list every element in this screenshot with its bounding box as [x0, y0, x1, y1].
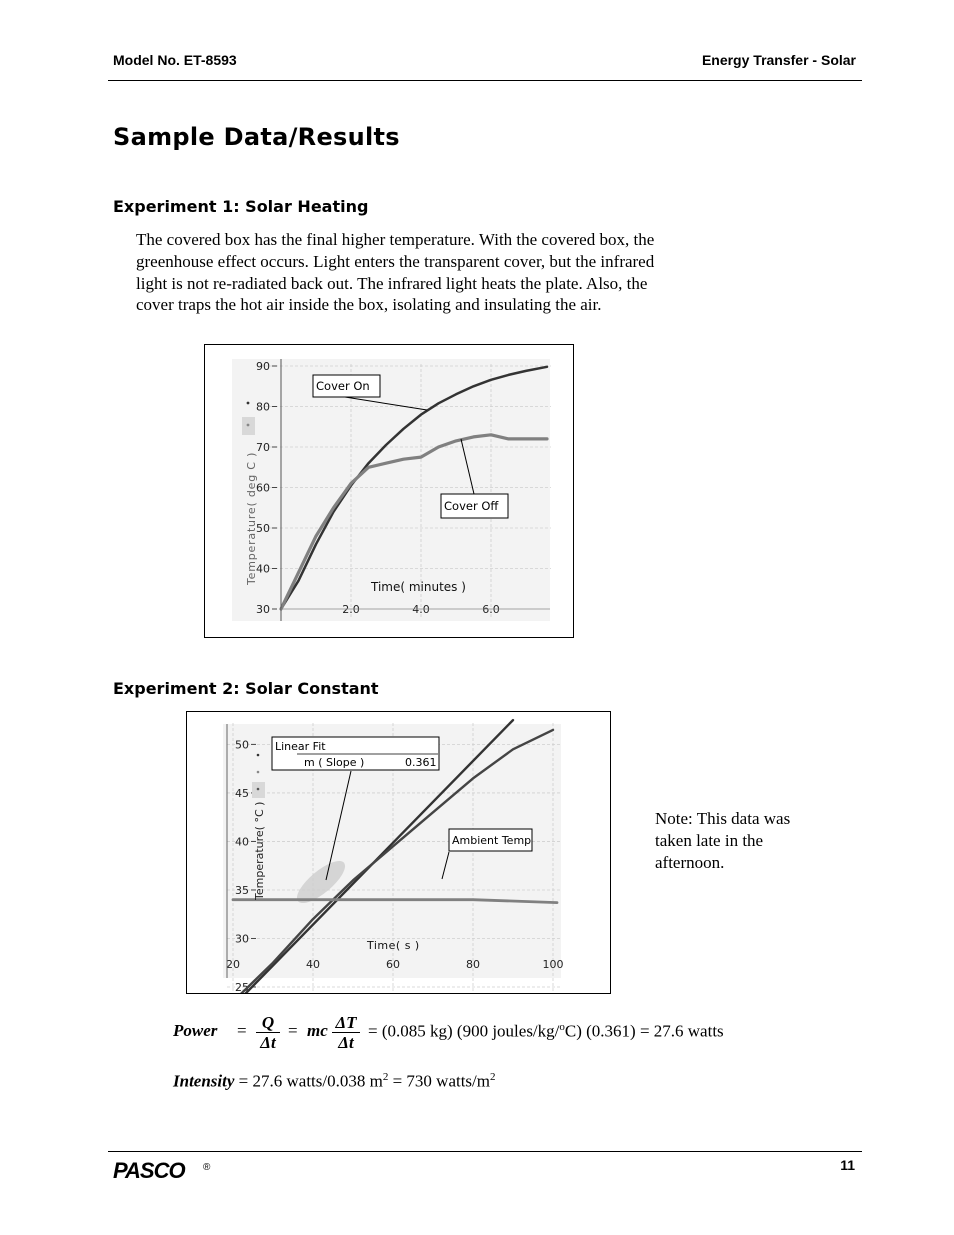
- legend-marker-1: [257, 754, 260, 757]
- solar-heating-chart-frame: [204, 344, 574, 638]
- footer-rule: [108, 1151, 862, 1152]
- experiment2-heading: Experiment 2: Solar Constant: [113, 679, 379, 698]
- legend-marker-cover-off: [247, 424, 250, 427]
- fraction-dT-denominator: Δt: [338, 1033, 354, 1052]
- intensity-sup-2: 2: [490, 1071, 496, 1083]
- pasco-logo: PASCO: [113, 1158, 185, 1183]
- y-tick-label: 50: [235, 738, 249, 752]
- legend-marker-cover-on: [247, 402, 250, 405]
- x-tick-label: 40: [306, 958, 320, 971]
- power-result-part-b: C) (0.361) = 27.6 watts: [564, 1021, 724, 1041]
- x-tick-label: 100: [542, 958, 564, 971]
- x-tick-label: 6.0: [482, 603, 500, 616]
- x-tick-label: 4.0: [412, 603, 430, 616]
- y-tick-label: 40: [256, 562, 270, 576]
- legend-marker-3: [257, 788, 260, 791]
- solar-constant-chart: [187, 712, 610, 993]
- x-tick-label: 2.0: [342, 603, 360, 616]
- fraction-q-numerator: Q: [256, 1013, 280, 1033]
- page-number: 11: [840, 1157, 855, 1173]
- solar-heating-chart: [205, 345, 573, 637]
- power-eq-sign-1: =: [237, 1021, 247, 1040]
- fraction-q-denominator: Δt: [260, 1033, 276, 1052]
- power-result-part-a: = (0.085 kg) (900 joules/kg/: [368, 1021, 560, 1041]
- y-tick-label: 80: [256, 400, 270, 414]
- fraction-dT-over-dt: [332, 1013, 360, 1052]
- chart-x-label: Time( s ): [367, 939, 420, 952]
- y-tick-label: 50: [256, 522, 270, 535]
- y-tick-label: 40: [235, 835, 249, 849]
- intensity-equation: [173, 1071, 496, 1092]
- power-result: [368, 1021, 724, 1042]
- power-eq-sign-2: =: [288, 1021, 298, 1040]
- chart-x-label: Time( minutes ): [371, 580, 466, 594]
- intensity-sup-1: 2: [382, 1071, 389, 1083]
- header-model-number: Model No. ET-8593: [113, 52, 237, 68]
- chart-y-label: Temperature( deg C ): [245, 451, 258, 585]
- fraction-q-over-dt: [256, 1013, 280, 1052]
- y-tick-label: 30: [256, 603, 270, 616]
- annotation-ambient-temp: Ambient Temp: [452, 834, 532, 847]
- y-tick-label: 45: [235, 786, 249, 800]
- page-title: Sample Data/Results: [113, 123, 400, 151]
- header-rule: [108, 80, 862, 81]
- power-result-degree: o: [559, 1021, 565, 1033]
- intensity-part-b: = 730 watts/m: [388, 1071, 490, 1091]
- registered-mark: ®: [203, 1162, 211, 1173]
- intensity-label: Intensity: [173, 1071, 235, 1091]
- experiment1-heading: Experiment 1: Solar Heating: [113, 197, 369, 216]
- header-section-title: Energy Transfer - Solar: [701, 52, 856, 68]
- y-tick-label: 90: [256, 360, 270, 373]
- y-tick-label: 70: [256, 441, 270, 454]
- power-label: Power: [173, 1021, 218, 1040]
- fit-label: Linear Fit: [275, 740, 326, 753]
- y-tick-label: 60: [256, 481, 270, 495]
- y-tick-label: 25: [235, 981, 249, 993]
- experiment1-paragraph: The covered box has the final higher temperature. With the covered box, the greenhouse effect occurs. Light enters the transparent cover, but the infrared light is not re-radiated back out. The infrared light heats the plate. Also, the cover traps the hot air inside the box, isolating and insulating the air.: [136, 230, 655, 315]
- y-tick-label: 30: [235, 932, 249, 946]
- solar-constant-chart-frame: [186, 711, 611, 994]
- power-mc: mc: [307, 1021, 328, 1040]
- fit-param: m ( Slope ): [304, 756, 365, 769]
- intensity-part-a: = 27.6 watts/0.038 m: [234, 1071, 383, 1091]
- x-tick-label: 20: [226, 958, 240, 971]
- annotation-cover-off: Cover Off: [444, 499, 499, 513]
- y-tick-label: 35: [235, 883, 249, 897]
- experiment2-note: Note: This data was taken late in the afternoon.: [655, 809, 791, 872]
- x-tick-label: 80: [466, 958, 480, 971]
- legend-marker-2: [257, 771, 260, 774]
- x-tick-label: 60: [386, 958, 400, 971]
- fraction-dT-numerator: ΔT: [332, 1013, 360, 1033]
- annotation-cover-on: Cover On: [316, 379, 370, 393]
- fit-value: 0.361: [405, 756, 437, 769]
- chart-y-label: Temperature( °C ): [253, 801, 266, 900]
